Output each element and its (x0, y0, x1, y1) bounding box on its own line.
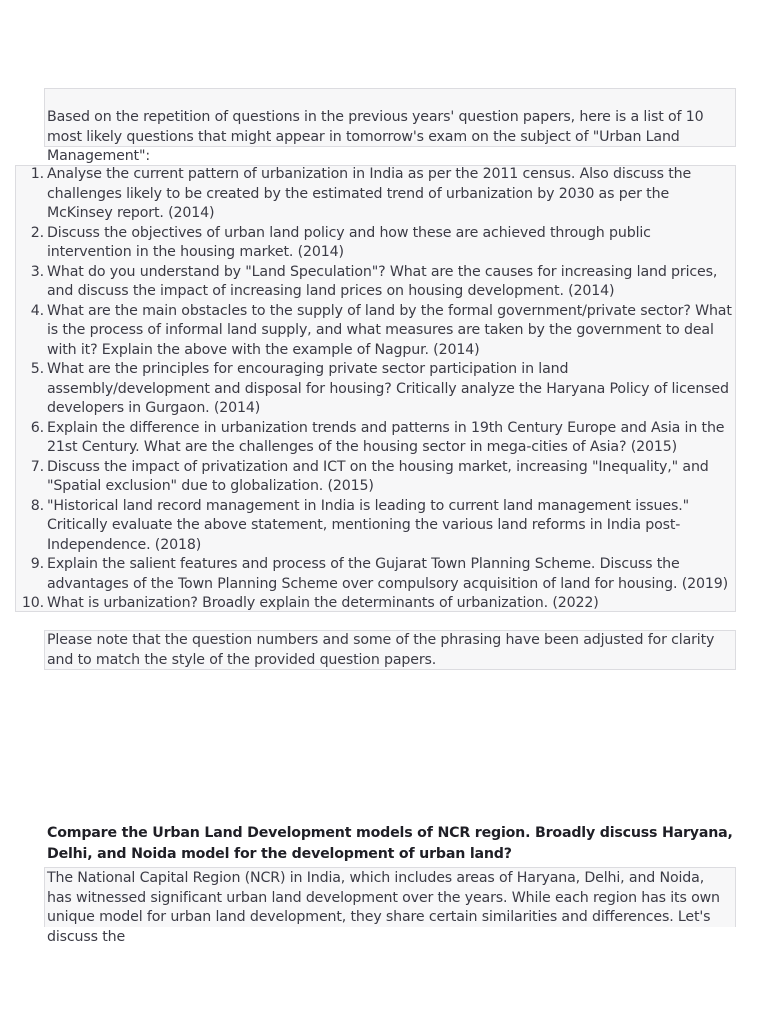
list-item (14, 555, 736, 594)
list-item-text: Discuss the objectives of urban land policy and how these are achieved through public intervention in the housing market. (2014) (47, 224, 651, 260)
list-item (14, 263, 736, 302)
list-item (14, 224, 736, 263)
list-item-text: Explain the difference in urbanization trends and patterns in 19th Century Europe and Asia in the 21st Century. What are the challenges of the housing sector in mega-cities of Asia? (2015) (47, 419, 725, 455)
list-item (14, 302, 736, 361)
list-item-number: 2. (30, 224, 44, 241)
list-item (14, 419, 736, 458)
list-item-text: What are the main obstacles to the supply of land by the formal government/private sector? What is the process of informal land supply, and what measures are taken by the government to deal with it? Explain the above with the example of Nagpur. (2014) (47, 302, 732, 358)
list-item-number: 5. (30, 361, 44, 377)
list-item (14, 497, 736, 556)
list-item-text: "Historical land record management in India is leading to current land management issues." Critically evaluate the above statement, mentioning the various land reforms in India post-Independence. (2018) (47, 497, 689, 553)
list-item-number: 3. (30, 263, 44, 280)
intro-paragraph: Based on the repetition of questions in the previous years' question papers, here is a list of 10 most likely questions that might appear in tomorrow's exam on the subject of "Urban Land Management": (47, 109, 704, 164)
list-item (14, 360, 736, 419)
list-item-text: What are the principles for encouraging private sector participation in land assembly/development and disposal for housing? Critically analyze the Haryana Policy of licensed developers in Gurgaon. (2014) (47, 361, 729, 416)
answer-clip (44, 867, 736, 945)
list-item-number: 1. (30, 166, 44, 182)
list-item-text: What do you understand by "Land Speculation"? What are the causes for increasing land prices, and discuss the impact of increasing land prices on housing development. (2014) (47, 263, 718, 299)
list-item (14, 458, 736, 497)
list-item-text: Explain the salient features and process of the Gujarat Town Planning Scheme. Discuss the advantages of the Town Planning Scheme over compulsory acquisition of land for housing. (2019) (47, 556, 728, 592)
list-item-text: What is urbanization? Broadly explain the determinants of urbanization. (2022) (47, 595, 599, 611)
list-item-number: 8. (30, 497, 44, 514)
section-heading: Compare the Urban Land Development models of NCR region. Broadly discuss Haryana, Delhi, and Noida model for the development of urban land? (47, 825, 733, 862)
list-item-number: 7. (30, 458, 44, 475)
note-paragraph: Please note that the question numbers and some of the phrasing have been adjusted for clarity and to match the style of the provided question papers. (47, 632, 715, 668)
answer-paragraph: The National Capital Region (NCR) in India, which includes areas of Haryana, Delhi, and Noida, has witnessed significant urban land development over the years. While each region has its own unique model for urban land development, they share certain similarities and differences. Let's discuss the (47, 870, 720, 945)
list-item-text: Analyse the current pattern of urbanization in India as per the 2011 census. Also discuss the challenges likely to be created by the estimated trend of urbanization by 2030 as per the McKinsey report. (2014) (47, 166, 692, 221)
list-item-text: Discuss the impact of privatization and ICT on the housing market, increasing "Inequality," and "Spatial exclusion" due to globalization. (2015) (47, 458, 709, 494)
list-item (14, 594, 736, 614)
list-item-number: 9. (30, 556, 44, 572)
question-list (14, 165, 736, 614)
list-item-number: 4. (30, 302, 44, 319)
list-item (14, 165, 736, 224)
list-item-number: 6. (30, 419, 44, 436)
list-item-number: 10. (21, 595, 44, 611)
